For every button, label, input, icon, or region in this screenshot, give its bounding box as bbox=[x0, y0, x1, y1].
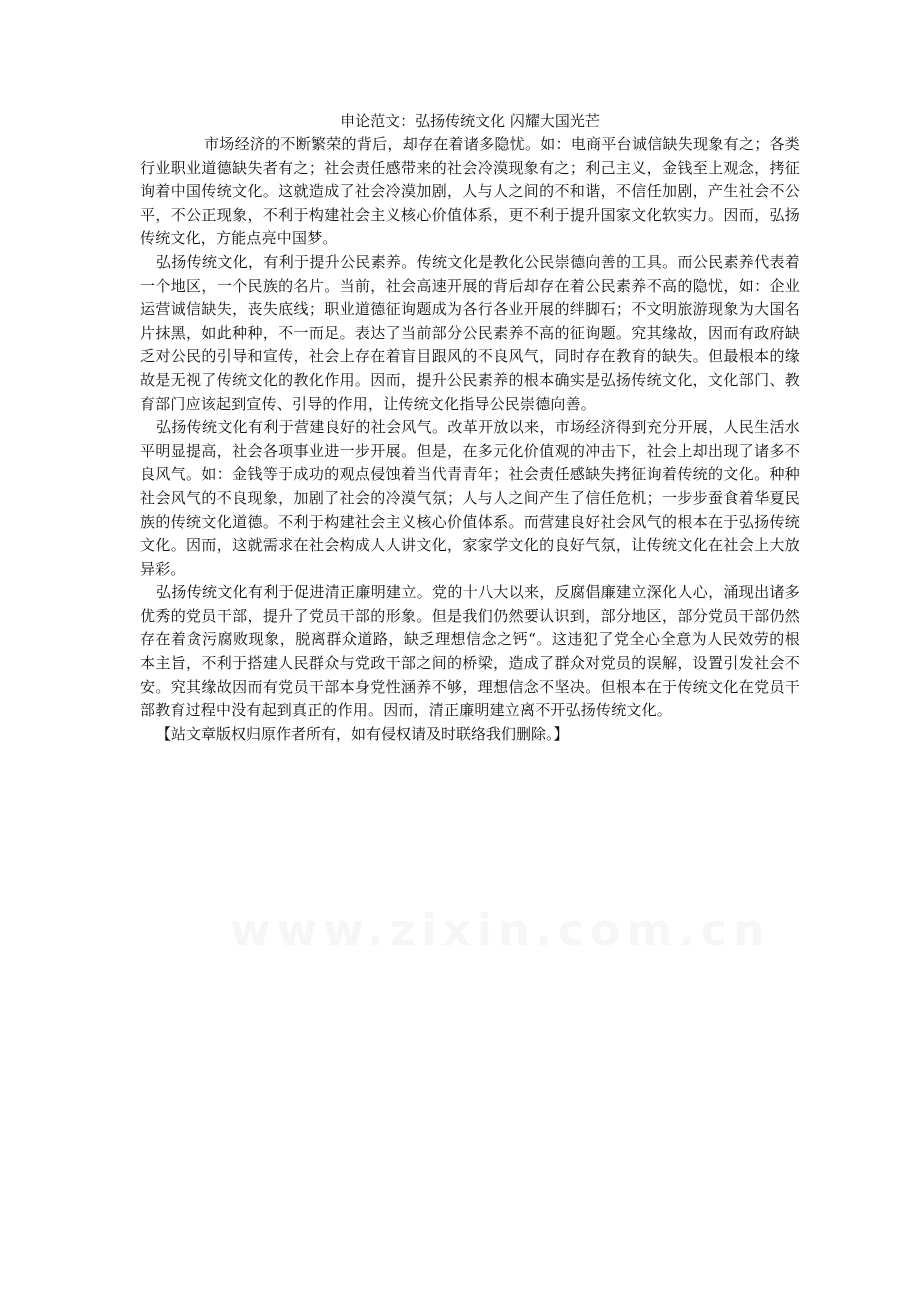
paragraph-intro: 市场经济的不断繁荣的背后，却存在着诸多隐忧。如：电商平台诚信缺失现象有之；各类行业职业道德缺失者有之；社会责任感带来的社会冷漠现象有之；利己主义，金钱至上观念，拷征询着中国传统文化。这就造成了社会冷漠加剧，人与人之间的不和谐，不信任加剧，产生社会不公平，不公正现象，不利于构建社会主义核心价值体系，更不利于提升国家文化软实力。因而，弘扬传统文化，方能点亮中国梦。 bbox=[140, 135, 800, 248]
document-title: 申论范文：弘扬传统文化 闪耀大国光芒 bbox=[340, 112, 600, 130]
paragraph-clean-governance: 弘扬传统文化有利于促进清正廉明建立。党的十八大以来，反腐倡廉建立深化人心，涌现出诸多优秀的党员干部，提升了党员干部的形象。但是我们仍然要认识到，部分地区，部分党员干部仍然存在着贪污腐败现象，脱离群众道路，缺乏理想信念之钙“。这违犯了党全心全意为人民效劳的根本主旨，不利于搭建人民群众与党政干部之间的桥梁，造成了群众对党员的误解，设置引发社会不安。究其缘故因而有党员干部本身党性涵养不够，理想信念不坚决。但根本在于传统文化在党员干部教育过程中没有起到真正的作用。因而，清正廉明建立离不开弘扬传统文化。 bbox=[140, 583, 800, 720]
watermark: www.zixin.com.cn bbox=[230, 905, 771, 956]
paragraph-civic-literacy: 弘扬传统文化，有利于提升公民素养。传统文化是教化公民崇德向善的工具。而公民素养代表着一个地区，一个民族的名片。当前，社会高速开展的背后却存在着公民素养不高的隐忧，如：企业运营诚信缺失，丧失底线；职业道德征询题成为各行各业开展的绊脚石；不文明旅游现象为大国名片抹黑，如此种种，不一而足。表达了当前部分公民素养不高的征询题。究其缘故，因而有政府缺乏对公民的引导和宣传，社会上存在着盲目跟风的不良风气，同时存在教育的缺失。但最根本的缘故是无视了传统文化的教化作用。因而，提升公民素养的根本确实是弘扬传统文化，文化部门、教育部门应该起到宣传、引导的作用，让传统文化指导公民崇德向善。 bbox=[140, 252, 800, 413]
paragraph-social-ethos: 弘扬传统文化有利于营建良好的社会风气。改革开放以来，市场经济得到充分开展，人民生活水平明显提高，社会各项事业进一步开展。但是，在多元化价值观的冲击下，社会上却出现了诸多不良风气。如：金钱等于成功的观点侵蚀着当代青青年；社会责任感缺失拷征询着传统的文化。种种社会风气的不良现象，加剧了社会的冷漠气氛；人与人之间产生了信任危机；一步步蚕食着华夏民族的传统文化道德。不利于构建社会主义核心价值体系。而营建良好社会风气的根本在于弘扬传统文化。因而，这就需求在社会构成人人讲文化，家家学文化的良好气氛，让传统文化在社会上大放异彩。 bbox=[140, 418, 800, 578]
copyright-notice: 【站文章版权归原作者所有，如有侵权请及时联络我们删除。】 bbox=[156, 724, 569, 743]
document-body bbox=[140, 110, 800, 746]
